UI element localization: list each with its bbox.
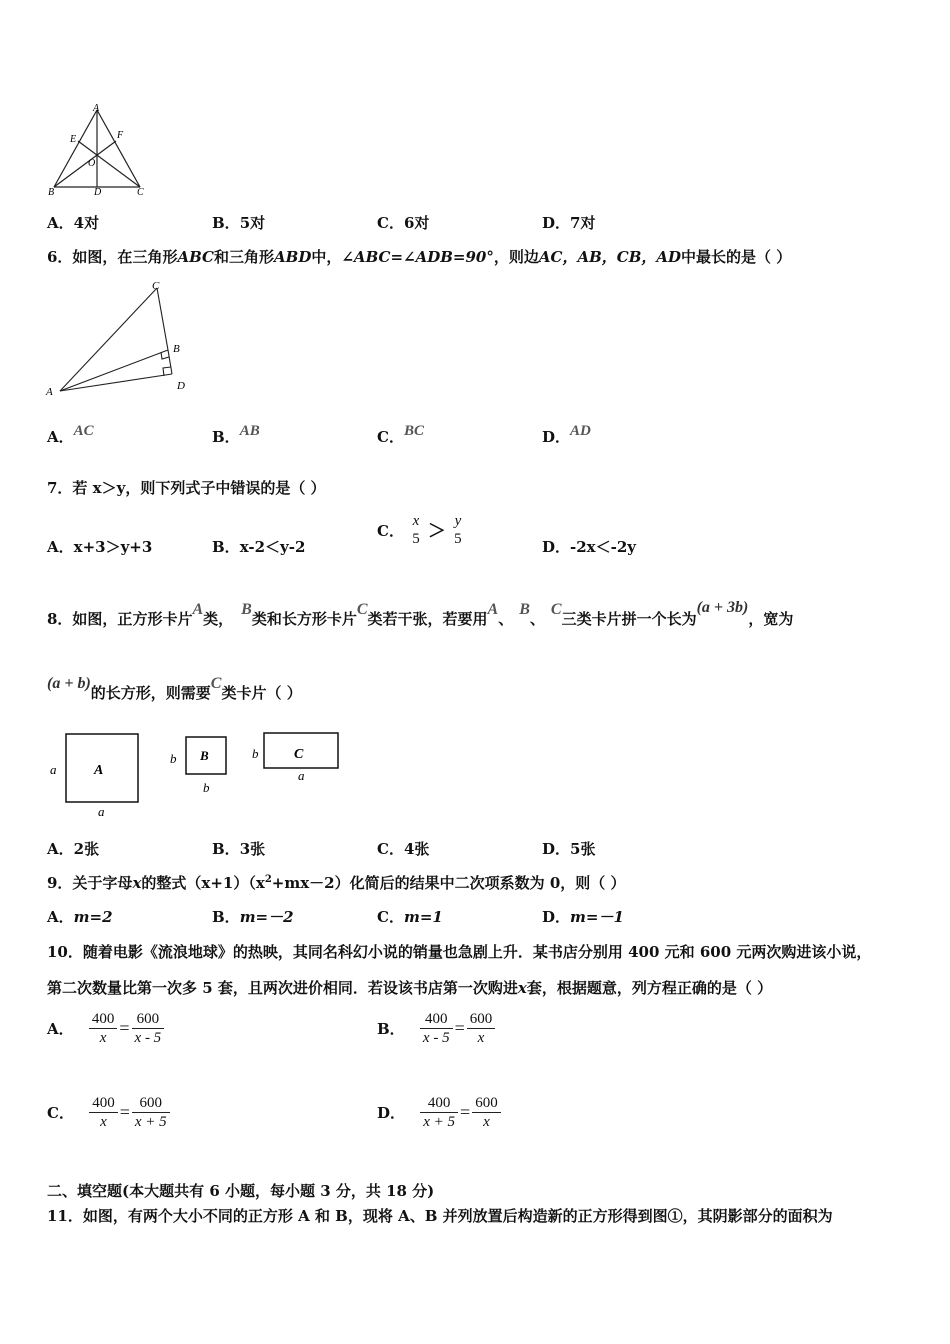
q5-label-f: F <box>117 130 124 141</box>
q8-label-card-a: A <box>94 763 104 778</box>
q5-label-a: A <box>93 103 100 114</box>
q6-triangle-figure <box>42 278 202 400</box>
q7-frac-y5: y 5 <box>454 513 462 547</box>
q6-label-a: A <box>46 386 53 398</box>
q8-label-a-bottom-2: a <box>298 768 305 783</box>
q10-stem-line1: 10．随着电影《流浪地球》的热映，其同名科幻小说的销量也急剧上升．某书店分别用 400 元和 600 元两次购进该小说， <box>47 943 872 961</box>
q9-option-d[interactable]: D．m=－1 <box>542 908 624 926</box>
q8-label-a-side: a <box>50 762 57 777</box>
q6-option-a[interactable]: A．AC <box>47 423 94 446</box>
q5-triangle-figure <box>44 102 154 197</box>
q9-option-c[interactable]: C．m=1 <box>377 908 443 926</box>
q5-option-d[interactable]: D．7对 <box>542 214 596 232</box>
q10-stem-line2: 第二次数量比第一次多 5 套，且两次进价相同．若设该书店第一次购进x套，根据题意，列方程正确的是（ ） <box>47 979 773 997</box>
q8-stem-line1: 8．如图，正方形卡片A类，B类和长方形卡片C类若干张，若要用A、B、C三类卡片拼一个长为(a + 3b)，宽为 <box>47 599 794 628</box>
q6-label-d: D <box>177 380 185 392</box>
q11-stem: 11．如图，有两个大小不同的正方形 A 和 B，现将 A、B 并列放置后构造新的正方形得到图①，其阴影部分的面积为 <box>47 1207 833 1225</box>
q10-option-b[interactable]: B． $\frac{400}{x - 5}$ = $\frac{600}{x}$ <box>377 1010 495 1047</box>
q7-option-b[interactable]: B．x-2＜y-2 <box>212 538 306 556</box>
q5-option-b[interactable]: B．5对 <box>212 214 266 232</box>
q8-option-d[interactable]: D．5张 <box>542 840 596 858</box>
q8-label-b-side: b <box>170 751 177 766</box>
q5-label-c: C <box>137 187 144 197</box>
q10-option-d[interactable]: D． $\frac{400}{x + 5}$ = $\frac{600}{x}$ <box>377 1094 501 1131</box>
q7-option-d[interactable]: D．-2x＜-2y <box>542 538 636 556</box>
q5-option-c[interactable]: C．6对 <box>377 214 430 232</box>
q8-label-card-b: B <box>200 748 209 763</box>
q6-option-c[interactable]: C．BC <box>377 423 424 446</box>
q5-label-d: D <box>94 187 102 197</box>
q9-stem: 9．关于字母x的整式$(x+1)(x^2+mx-2)$化简后的结果中二次项系数为 0，则（ ） <box>47 874 626 892</box>
q8-label-a-bottom: a <box>98 804 105 819</box>
q8-label-card-c: C <box>294 747 304 762</box>
q7-option-c[interactable]: C． x 5 ＞ y 5 <box>377 512 465 548</box>
q5-option-a[interactable]: A．4对 <box>47 214 100 232</box>
q6-option-d[interactable]: D．AD <box>542 423 591 446</box>
q5-label-o: O <box>88 158 96 169</box>
q6-option-b[interactable]: B．AB <box>212 423 260 446</box>
q8-label-b-side-2: b <box>252 746 259 761</box>
q7-frac-x5: x 5 <box>412 513 420 547</box>
q5-label-e: E <box>70 134 77 145</box>
q6-label-c: C <box>152 280 160 292</box>
q6-label-b: B <box>173 343 180 355</box>
q5-label-b: B <box>48 187 55 197</box>
q9-option-a[interactable]: A．m=2 <box>47 908 113 926</box>
q10-option-c[interactable]: C． $\frac{400}{x}$ = $\frac{600}{x + 5}$ <box>47 1094 170 1131</box>
q9-option-b[interactable]: B．m=－2 <box>212 908 294 926</box>
q8-cards-figure <box>44 728 354 823</box>
q7-stem: 7．若 x＞y，则下列式子中错误的是（ ） <box>47 479 326 497</box>
section-2-heading: 二、填空题(本大题共有 6 小题，每小题 3 分，共 18 分) <box>47 1182 435 1200</box>
q8-option-b[interactable]: B．3张 <box>212 840 266 858</box>
q8-label-b-bottom: b <box>203 780 210 795</box>
q8-stem-line2: (a + b)的长方形，则需要C类卡片（ ） <box>47 675 302 702</box>
q10-option-a[interactable]: A． $\frac{400}{x}$ = $\frac{600}{x - 5}$ <box>47 1010 164 1047</box>
q8-option-a[interactable]: A．2张 <box>47 840 100 858</box>
q6-stem: 6．如图，在三角形ABC和三角形ABD中，∠ABC=∠ADB=90°，则边AC，AB，CB，AD中最长的是（ ） <box>47 248 792 266</box>
q8-option-c[interactable]: C．4张 <box>377 840 430 858</box>
q7-option-a[interactable]: A．x+3＞y+3 <box>47 538 153 556</box>
